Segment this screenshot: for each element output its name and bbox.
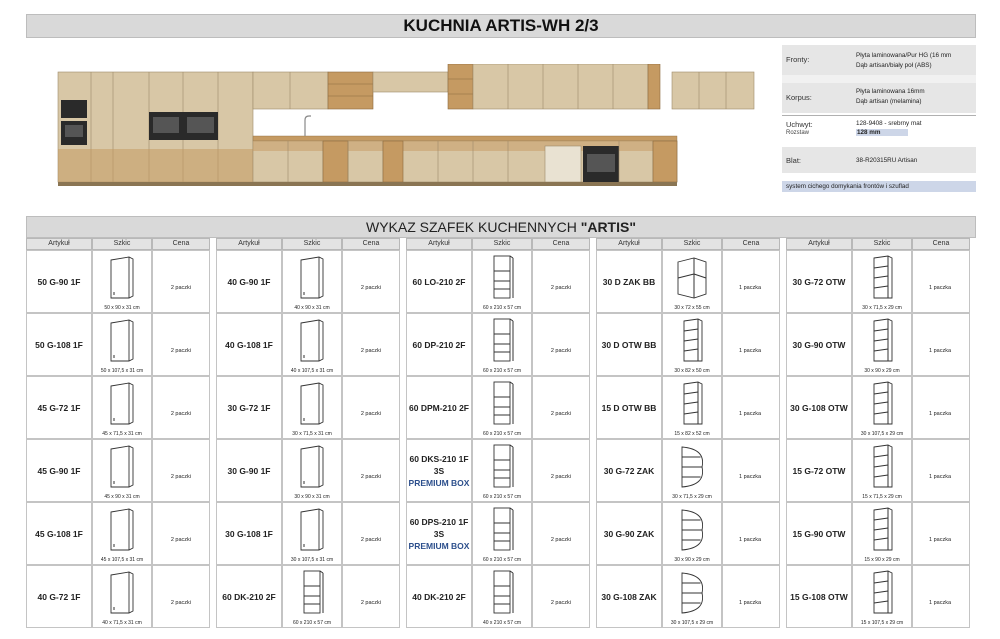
- cabinet-dimensions: 60 x 210 x 57 cm: [482, 494, 522, 500]
- cabinet-price: [532, 565, 590, 628]
- tall-cabinet-sketch: [292, 569, 332, 615]
- tall-cabinet-sketch: [482, 380, 522, 426]
- cabinet-article: [26, 313, 92, 376]
- round-cabinet-sketch: [672, 506, 712, 552]
- cabinet-article: [786, 376, 852, 439]
- spec-system: [782, 181, 976, 192]
- column-header-szkic: Szkic: [852, 238, 912, 250]
- cabinet-sketch-cell: [662, 376, 722, 439]
- cabinet-dimensions: 30 x 107,5 x 31 cm: [290, 557, 334, 563]
- cabinet-article: [786, 502, 852, 565]
- cabinet-sketch-cell: [662, 502, 722, 565]
- cabinet-article: [786, 250, 852, 313]
- package-count: 2 paczki: [360, 284, 381, 291]
- cabinet-article: [216, 565, 282, 628]
- cabinet-sketch-cell: [282, 376, 342, 439]
- package-count: 2 paczki: [550, 347, 571, 354]
- cabinet-price: [152, 502, 210, 565]
- cabinet-sketch-cell: [852, 502, 912, 565]
- cabinet-article: [26, 502, 92, 565]
- package-count: 1 paczka: [738, 473, 761, 480]
- cabinet-code: 30 D ZAK BB: [602, 276, 656, 287]
- spec-blat-label: Blat:: [786, 156, 802, 165]
- package-count: 2 paczki: [550, 599, 571, 606]
- package-count: 1 paczka: [738, 284, 761, 291]
- column-header-artykul: Artykuł: [216, 238, 282, 250]
- cabinet-dimensions: 15 x 90 x 29 cm: [864, 557, 900, 563]
- wall-cabinet-sketch: [292, 506, 332, 552]
- cabinet-dimensions: 60 x 210 x 57 cm: [482, 368, 522, 374]
- cabinet-sketch-cell: [852, 565, 912, 628]
- shelf-cabinet-sketch: [862, 569, 902, 615]
- cabinet-code: 60 DP-210 2F: [412, 339, 466, 350]
- wall-cabinet-sketch: [292, 254, 332, 300]
- package-count: 2 paczki: [360, 599, 381, 606]
- cabinet-dimensions: 45 x 107,5 x 31 cm: [100, 557, 144, 563]
- cabinet-article: [26, 376, 92, 439]
- cabinet-article: [216, 502, 282, 565]
- cabinet-article: [406, 565, 472, 628]
- cabinet-dimensions: 60 x 210 x 57 cm: [482, 431, 522, 437]
- cabinet-code: 30 G-108 1F: [225, 528, 273, 539]
- cabinet-price: [722, 250, 780, 313]
- cabinet-dimensions: 30 x 107,5 x 29 cm: [670, 620, 714, 626]
- cabinet-dimensions: 60 x 210 x 57 cm: [292, 620, 332, 626]
- cabinet-price: [722, 313, 780, 376]
- cabinet-price: [342, 313, 400, 376]
- cabinet-sketch-cell: [472, 502, 532, 565]
- cabinet-price: [912, 313, 970, 376]
- column-header-cena: Cena: [722, 238, 780, 250]
- cabinet-article: [596, 565, 662, 628]
- cabinet-dimensions: 50 x 90 x 31 cm: [104, 305, 140, 311]
- cabinet-code: 45 G-72 1F: [37, 402, 81, 413]
- cabinet-dimensions: 60 x 210 x 57 cm: [482, 557, 522, 563]
- cabinet-code: 15 G-90 OTW: [792, 528, 846, 539]
- cabinet-code: 60 DK-210 2F: [222, 591, 276, 602]
- cabinet-code: 40 G-90 1F: [227, 276, 271, 287]
- package-count: 2 paczki: [550, 284, 571, 291]
- package-count: 1 paczka: [928, 347, 951, 354]
- cabinet-article: [406, 250, 472, 313]
- cabinet-sketch-cell: [852, 376, 912, 439]
- column-header-artykul: Artykuł: [26, 238, 92, 250]
- cabinet-sketch-cell: [472, 439, 532, 502]
- cabinet-code: 40 G-72 1F: [37, 591, 81, 602]
- cabinet-article: [596, 502, 662, 565]
- cabinet-price: [342, 250, 400, 313]
- cabinet-sketch-cell: [662, 313, 722, 376]
- cabinet-sketch-cell: [92, 376, 152, 439]
- cabinet-price: [722, 376, 780, 439]
- tall-cabinet-sketch: [482, 443, 522, 489]
- spec-panel: [782, 45, 976, 215]
- cabinet-drawers: 3S: [433, 465, 445, 476]
- cabinet-price: [912, 376, 970, 439]
- cabinet-article: [406, 502, 472, 565]
- cabinet-sketch-cell: [92, 502, 152, 565]
- package-count: 2 paczki: [550, 473, 571, 480]
- package-count: 1 paczka: [928, 536, 951, 543]
- package-count: 1 paczka: [738, 536, 761, 543]
- cabinet-sketch-cell: [92, 250, 152, 313]
- column-header-szkic: Szkic: [472, 238, 532, 250]
- spec-uchwyt: [782, 115, 976, 139]
- cabinet-dimensions: 30 x 90 x 29 cm: [864, 368, 900, 374]
- cabinet-article: [406, 313, 472, 376]
- cabinet-dimensions: 30 x 107,5 x 29 cm: [860, 431, 904, 437]
- column-header-szkic: Szkic: [282, 238, 342, 250]
- shelf-cabinet-sketch: [862, 254, 902, 300]
- spec-uchwyt-line2: 128 mm: [856, 129, 908, 136]
- wall-cabinet-sketch: [292, 443, 332, 489]
- cabinet-price: [912, 439, 970, 502]
- cabinet-sketch-cell: [852, 313, 912, 376]
- cabinet-article: [406, 439, 472, 502]
- column-header-szkic: Szkic: [92, 238, 152, 250]
- cabinet-table: [26, 238, 976, 632]
- cabinet-code: 45 G-90 1F: [37, 465, 81, 476]
- cabinet-dimensions: 50 x 107,5 x 31 cm: [100, 368, 144, 374]
- cabinet-code: 30 G-90 OTW: [792, 339, 846, 350]
- spec-blat-line1: 38-R20315RU Artisan: [856, 157, 918, 164]
- cabinet-code: 30 G-108 OTW: [790, 402, 848, 413]
- column-header-artykul: Artykuł: [406, 238, 472, 250]
- package-count: 2 paczki: [170, 599, 191, 606]
- cabinet-sketch-cell: [472, 250, 532, 313]
- spec-korpus-label: Korpus:: [786, 93, 812, 102]
- cabinet-sketch-cell: [662, 250, 722, 313]
- tall-cabinet-sketch: [482, 506, 522, 552]
- cabinet-sketch-cell: [92, 313, 152, 376]
- cabinet-code: 30 D OTW BB: [601, 339, 657, 350]
- cabinet-code: 15 G-72 OTW: [792, 465, 846, 476]
- spec-fronty: [782, 45, 976, 75]
- cabinet-code: 15 D OTW BB: [601, 402, 657, 413]
- wall-cabinet-sketch: [102, 317, 142, 363]
- cabinet-price: [152, 250, 210, 313]
- cabinet-dimensions: 40 x 90 x 31 cm: [294, 305, 330, 311]
- premium-box-badge: PREMIUM BOX: [408, 540, 470, 551]
- wall-cabinet-sketch: [102, 506, 142, 552]
- package-count: 2 paczki: [360, 410, 381, 417]
- cabinet-dimensions: 30 x 90 x 29 cm: [674, 557, 710, 563]
- package-count: 2 paczki: [550, 410, 571, 417]
- list-title-prefix: WYKAZ SZAFEK KUCHENNYCH: [366, 219, 581, 235]
- cabinet-article: [26, 439, 92, 502]
- cabinet-code: 30 G-72 OTW: [792, 276, 846, 287]
- cabinet-article: [216, 376, 282, 439]
- package-count: 2 paczki: [360, 473, 381, 480]
- wall-cabinet-sketch: [102, 254, 142, 300]
- cabinet-article: [786, 313, 852, 376]
- package-count: 2 paczki: [170, 410, 191, 417]
- cabinet-code: 30 G-72 1F: [227, 402, 271, 413]
- package-count: 2 paczki: [360, 536, 381, 543]
- shelf-cabinet-sketch: [672, 317, 712, 363]
- cabinet-code: 40 DK-210 2F: [412, 591, 466, 602]
- cabinet-sketch-cell: [852, 250, 912, 313]
- cabinet-dimensions: 15 x 107,5 x 29 cm: [860, 620, 904, 626]
- cabinet-price: [722, 439, 780, 502]
- package-count: 2 paczki: [170, 284, 191, 291]
- shelf-cabinet-sketch: [862, 506, 902, 552]
- spec-uchwyt-line1: 128-9408 - srebrny mat: [856, 120, 922, 127]
- kitchen-illustration: [55, 64, 755, 194]
- cabinet-dimensions: 40 x 107,5 x 31 cm: [290, 368, 334, 374]
- package-count: 1 paczka: [738, 410, 761, 417]
- cabinet-price: [152, 313, 210, 376]
- cabinet-dimensions: 30 x 71,5 x 29 cm: [672, 494, 712, 500]
- cabinet-dimensions: 45 x 71,5 x 31 cm: [102, 431, 142, 437]
- wall-cabinet-sketch: [292, 317, 332, 363]
- tall-cabinet-sketch: [482, 569, 522, 615]
- cabinet-code: 30 G-108 ZAK: [601, 591, 657, 602]
- cabinet-price: [342, 376, 400, 439]
- shelf-cabinet-sketch: [672, 380, 712, 426]
- package-count: 2 paczki: [170, 347, 191, 354]
- cabinet-price: [532, 502, 590, 565]
- column-header-cena: Cena: [152, 238, 210, 250]
- cabinet-article: [26, 565, 92, 628]
- cabinet-sketch-cell: [852, 439, 912, 502]
- cabinet-code: 45 G-108 1F: [35, 528, 83, 539]
- column-header-artykul: Artykuł: [786, 238, 852, 250]
- cabinet-dimensions: 30 x 90 x 31 cm: [294, 494, 330, 500]
- cabinet-dimensions: 45 x 90 x 31 cm: [104, 494, 140, 500]
- cabinet-dimensions: 30 x 71,5 x 29 cm: [862, 305, 902, 311]
- cabinet-sketch-cell: [282, 565, 342, 628]
- spec-fronty-line1: Płyta laminowana/Pur HG (16 mm: [856, 52, 952, 59]
- cabinet-sketch-cell: [282, 502, 342, 565]
- cabinet-drawers: 3S: [433, 528, 445, 539]
- cabinet-dimensions: 15 x 82 x 52 cm: [674, 431, 710, 437]
- cabinet-code: 50 G-90 1F: [37, 276, 81, 287]
- spec-fronty-label: Fronty:: [786, 55, 810, 64]
- cabinet-sketch-cell: [662, 565, 722, 628]
- column-header-cena: Cena: [342, 238, 400, 250]
- spec-korpus: [782, 83, 976, 113]
- cabinet-sketch-cell: [282, 439, 342, 502]
- package-count: 1 paczka: [928, 410, 951, 417]
- cabinet-code: 30 G-72 ZAK: [603, 465, 655, 476]
- round-cabinet-sketch: [672, 569, 712, 615]
- shelf-cabinet-sketch: [862, 443, 902, 489]
- cabinet-price: [912, 502, 970, 565]
- cabinet-article: [216, 313, 282, 376]
- cabinet-price: [152, 376, 210, 439]
- column-header-szkic: Szkic: [662, 238, 722, 250]
- cabinet-price: [722, 565, 780, 628]
- cabinet-price: [342, 439, 400, 502]
- round-cabinet-sketch: [672, 443, 712, 489]
- tall-cabinet-sketch: [482, 317, 522, 363]
- column-header-cena: Cena: [912, 238, 970, 250]
- cabinet-sketch-cell: [472, 376, 532, 439]
- cabinet-sketch-cell: [92, 439, 152, 502]
- spec-gap: [782, 75, 976, 83]
- spec-korpus-line2: Dąb artisan (melamina): [856, 98, 922, 105]
- cabinet-code: 60 DPS-210 1F: [409, 516, 469, 527]
- cabinet-dimensions: 60 x 210 x 57 cm: [482, 305, 522, 311]
- cabinet-article: [596, 439, 662, 502]
- package-count: 2 paczki: [550, 536, 571, 543]
- wall-cabinet-sketch: [102, 380, 142, 426]
- cabinet-sketch-cell: [662, 439, 722, 502]
- cabinet-sketch-cell: [472, 313, 532, 376]
- list-title-brand: "ARTIS": [580, 219, 636, 235]
- package-count: 1 paczka: [738, 347, 761, 354]
- cabinet-article: [596, 313, 662, 376]
- cabinet-dimensions: 15 x 71,5 x 29 cm: [862, 494, 902, 500]
- cabinet-code: 15 G-108 OTW: [790, 591, 848, 602]
- cabinet-price: [722, 502, 780, 565]
- cabinet-code: 50 G-108 1F: [35, 339, 83, 350]
- package-count: 1 paczka: [928, 284, 951, 291]
- shelf-cabinet-sketch: [862, 317, 902, 363]
- cabinet-article: [26, 250, 92, 313]
- cabinet-article: [786, 565, 852, 628]
- cabinet-code: 30 G-90 1F: [227, 465, 271, 476]
- cabinet-price: [912, 565, 970, 628]
- list-title: [26, 216, 976, 238]
- cabinet-price: [152, 565, 210, 628]
- premium-box-badge: PREMIUM BOX: [408, 477, 470, 488]
- shelf-cabinet-sketch: [862, 380, 902, 426]
- cabinet-sketch-cell: [282, 313, 342, 376]
- cabinet-article: [596, 250, 662, 313]
- cabinet-price: [532, 439, 590, 502]
- column-header-artykul: Artykuł: [596, 238, 662, 250]
- cabinet-article: [406, 376, 472, 439]
- spec-system-text: system cichego domykania frontów i szuflad: [786, 183, 909, 190]
- cabinet-sketch-cell: [92, 565, 152, 628]
- cabinet-code: 60 LO-210 2F: [412, 276, 466, 287]
- cabinet-article: [216, 439, 282, 502]
- corner-cabinet-sketch: [672, 254, 712, 300]
- cabinet-dimensions: 30 x 71,5 x 31 cm: [292, 431, 332, 437]
- cabinet-price: [532, 313, 590, 376]
- tall-cabinet-sketch: [482, 254, 522, 300]
- cabinet-sketch-cell: [282, 250, 342, 313]
- package-count: 1 paczka: [738, 599, 761, 606]
- cabinet-article: [216, 250, 282, 313]
- spec-uchwyt-sublabel: Rozstaw: [786, 130, 810, 136]
- kitchen-drawing: [55, 64, 755, 194]
- cabinet-price: [532, 376, 590, 439]
- package-count: 2 paczki: [170, 473, 191, 480]
- spec-fronty-line2: Dąb artisan/biały poł (ABS): [856, 62, 932, 69]
- package-count: 1 paczka: [928, 599, 951, 606]
- wall-cabinet-sketch: [102, 569, 142, 615]
- cabinet-code: 60 DKS-210 1F: [409, 453, 469, 464]
- cabinet-article: [786, 439, 852, 502]
- cabinet-dimensions: 30 x 82 x 50 cm: [674, 368, 710, 374]
- package-count: 2 paczki: [360, 347, 381, 354]
- cabinet-dimensions: 40 x 71,5 x 31 cm: [102, 620, 142, 626]
- cabinet-dimensions: 30 x 72 x 55 cm: [674, 305, 710, 311]
- page-title: KUCHNIA ARTIS-WH 2/3: [26, 14, 976, 38]
- spec-uchwyt-label: Uchwyt:: [786, 120, 813, 129]
- wall-cabinet-sketch: [292, 380, 332, 426]
- cabinet-code: 40 G-108 1F: [225, 339, 273, 350]
- package-count: 1 paczka: [928, 473, 951, 480]
- cabinet-price: [532, 250, 590, 313]
- package-count: 2 paczki: [170, 536, 191, 543]
- cabinet-price: [912, 250, 970, 313]
- cabinet-code: 60 DPM-210 2F: [409, 402, 469, 413]
- cabinet-article: [596, 376, 662, 439]
- cabinet-price: [152, 439, 210, 502]
- spec-korpus-line1: Płyta laminowana 16mm: [856, 88, 925, 95]
- cabinet-price: [342, 565, 400, 628]
- wall-cabinet-sketch: [102, 443, 142, 489]
- cabinet-price: [342, 502, 400, 565]
- column-header-cena: Cena: [532, 238, 590, 250]
- cabinet-dimensions: 40 x 210 x 57 cm: [482, 620, 522, 626]
- spec-blat: [782, 147, 976, 173]
- cabinet-code: 30 G-90 ZAK: [603, 528, 655, 539]
- cabinet-sketch-cell: [472, 565, 532, 628]
